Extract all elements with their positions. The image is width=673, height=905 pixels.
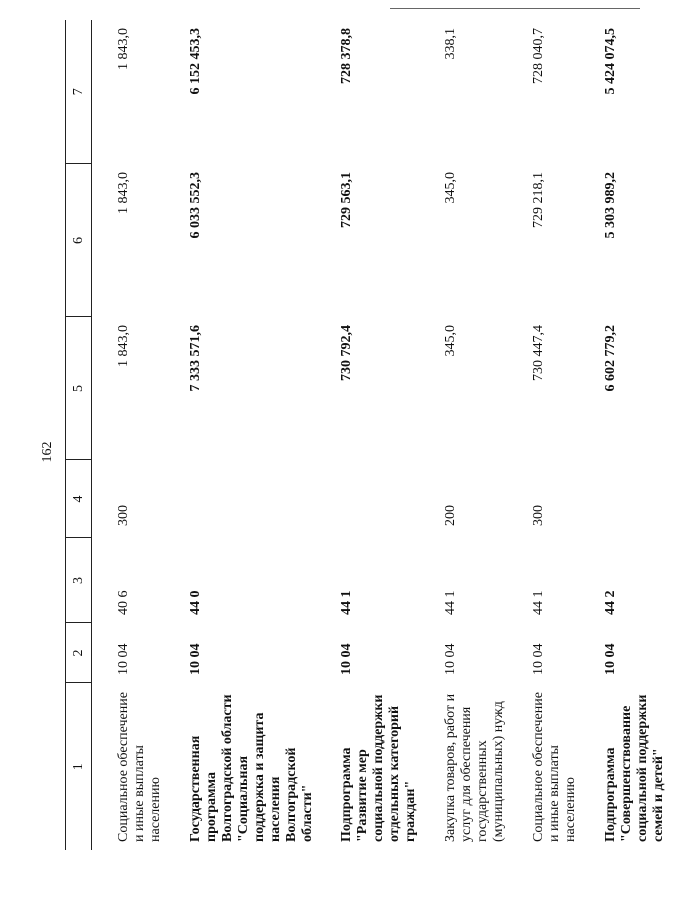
amount-col6: 345,0 xyxy=(443,172,459,204)
amount-col7: 5 424 074,5 xyxy=(602,28,618,95)
target-article-cell: 40 6 xyxy=(116,590,131,615)
amount-col5: 730 447,4 xyxy=(531,325,547,381)
razdel-cell: 10 04 xyxy=(531,643,547,675)
expense-type-cell xyxy=(315,460,419,538)
header-cell-3: 3 xyxy=(66,538,92,623)
table-header-row xyxy=(66,20,92,850)
header-cell-1: 1 xyxy=(66,683,92,850)
row-name: Социальное обеспечение и иные выплаты населению xyxy=(531,692,578,842)
row-name: Подпрограмма "Развитие мер социальной поддержки отдельных категорий граждан" xyxy=(339,694,419,842)
amount-col7: 338,1 xyxy=(443,28,459,60)
rotated-table-wrapper xyxy=(65,20,666,850)
header-cell-2: 2 xyxy=(66,623,92,683)
row-name: Государственная программа Волгоградской области "Социальная поддержка и защита населения Волгоградской области" xyxy=(187,694,315,842)
target-article-cell: 44 2 xyxy=(602,590,618,615)
amount-col5: 6 602 779,2 xyxy=(602,325,618,392)
amount-col5: 7 333 571,6 xyxy=(187,325,203,392)
budget-table xyxy=(65,20,673,850)
amount-col7: 6 152 453,3 xyxy=(187,28,203,95)
header-cell-6: 6 xyxy=(66,164,92,317)
amount-col5: 345,0 xyxy=(443,325,459,357)
amount-col7: 1 843,0 xyxy=(116,28,131,70)
table-row xyxy=(419,20,507,850)
amount-col6: 729 563,1 xyxy=(339,172,355,228)
amount-col5: 1 843,0 xyxy=(116,325,131,367)
amount-col6: 6 033 552,3 xyxy=(187,172,203,239)
amount-col5: 730 792,4 xyxy=(339,325,355,381)
amount-col6: 1 843,0 xyxy=(116,172,131,214)
expense-type-cell xyxy=(164,460,316,538)
target-article-cell: 44 0 xyxy=(187,590,203,615)
expense-type-cell: 300 xyxy=(116,505,131,526)
expense-type-cell: 200 xyxy=(443,505,459,526)
razdel-cell: 10 04 xyxy=(602,643,618,675)
row-name: Закупка товаров, работ и услуг для обеспечения государственных (муниципальных) нужд xyxy=(443,693,507,842)
table-row xyxy=(92,20,164,850)
target-article-cell: 44 1 xyxy=(531,590,547,615)
target-article-cell: 44 1 xyxy=(339,590,355,615)
table-row xyxy=(507,20,579,850)
table-row xyxy=(579,20,673,850)
amount-col6: 729 218,1 xyxy=(531,172,547,228)
razdel-cell: 10 04 xyxy=(443,643,459,675)
header-cell-4: 4 xyxy=(66,460,92,538)
amount-col6: 5 303 989,2 xyxy=(602,172,618,239)
table-row xyxy=(315,20,419,850)
table-row xyxy=(164,20,316,850)
page-number: 162 xyxy=(40,441,55,463)
razdel-cell: 10 04 xyxy=(339,643,355,675)
target-article-cell: 44 1 xyxy=(443,590,459,615)
header-rule xyxy=(390,8,640,9)
expense-type-cell: 300 xyxy=(531,505,547,526)
amount-col7: 728 040,7 xyxy=(531,28,547,84)
header-cell-5: 5 xyxy=(66,317,92,460)
row-name: Социальное обеспечение и иные выплаты населению xyxy=(116,692,163,842)
razdel-cell: 10 04 xyxy=(116,643,131,675)
amount-col7: 728 378,8 xyxy=(339,28,355,84)
row-name: Подпрограмма "Совершенствование социальной поддержки семей и детей" xyxy=(602,694,666,842)
header-cell-7: 7 xyxy=(66,20,92,164)
expense-type-cell xyxy=(579,460,673,538)
razdel-cell: 10 04 xyxy=(187,643,203,675)
